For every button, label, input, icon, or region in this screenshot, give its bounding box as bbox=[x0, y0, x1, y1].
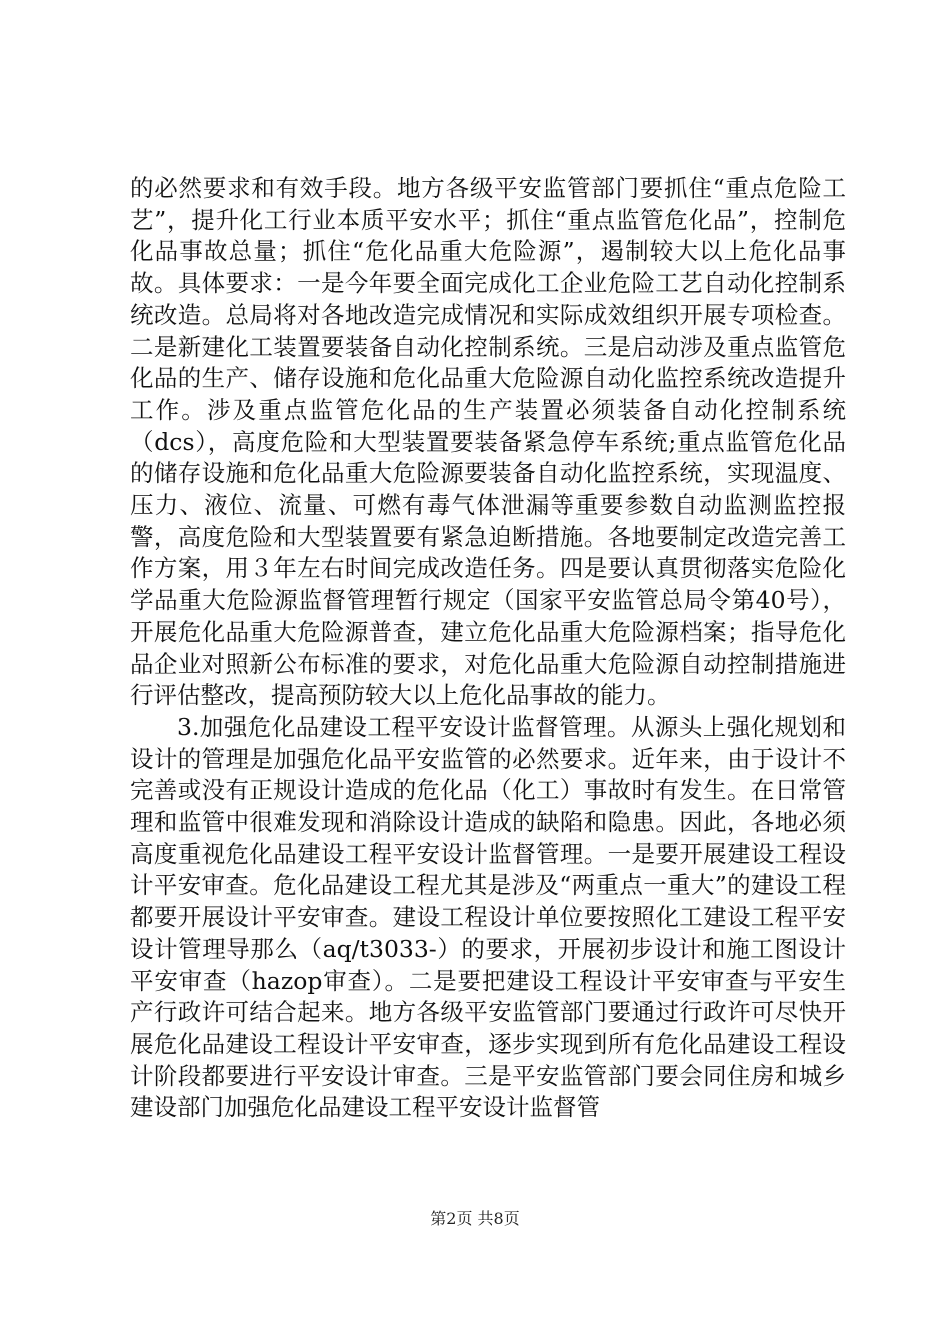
page-footer: 第2页 共8页 bbox=[430, 1209, 520, 1228]
document-body bbox=[130, 173, 846, 1124]
paragraph-section-3: 3.加强危化品建设工程平安设计监督管理。从源头上强化规划和设计的管理是加强危化品平安监管的必然要求。近年来，由于设计不完善或没有正规设计造成的危化品（化工）事故时有发生。在日常管理和监管中很难发现和消除设计造成的缺陷和隐患。因此，各地必须高度重视危化品建设工程平安设计监督管理。一是要开展建设工程设计平安审查。危化品建设工程尤其是涉及“两重点一重大”的建设工程都要开展设计平安审查。建设工程设计单位要按照化工建设工程平安设计管理导那么（aq/t3033-）的要求，开展初步设计和施工图设计平安审查（hazop审查）。二是要把建设工程设计平安审查与平安生产行政许可结合起来。地方各级平安监管部门要通过行政许可尽快开展危化品建设工程设计平安审查，逐步实现到所有危化品建设工程设计阶段都要进行平安设计审查。三是平安监管部门要会同住房和城乡建设部门加强危化品建设工程平安设计监督管 bbox=[130, 712, 846, 1122]
paragraph-continued: 的必然要求和有效手段。地方各级平安监管部门要抓住“重点危险工艺”，提升化工行业本质平安水平；抓住“重点监管危化品”，控制危化品事故总量；抓住“危化品重大危险源”，遏制较大以上危化品事故。具体要求：一是今年要全面完成化工企业危险工艺自动化控制系统改造。总局将对各地改造完成情况和实际成效组织开展专项检查。二是新建化工装置要装备自动化控制系统。三是启动涉及重点监管危化品的生产、储存设施和危化品重大危险源自动化监控系统改造提升工作。涉及重点监管危化品的生产装置必须装备自动化控制系统（dcs），高度危险和大型装置要装备紧急停车系统;重点监管危化品的储存设施和危化品重大危险源要装备自动化监控系统，实现温度、压力、液位、流量、可燃有毒气体泄漏等重要参数自动监测监控报警，高度危险和大型装置要有紧急迫断措施。各地要制定改造完善工作方案，用３年左右时间完成改造任务。四是要认真贯彻落实危险化学品重大危险源监督管理暂行规定（国家平安监管总局令第40号），开展危化品重大危险源普查，建立危化品重大危险源档案；指导危化品企业对照新公布标准的要求，对危化品重大危险源自动控制措施进行评估整改，提高预防较大以上危化品事故的能力。 bbox=[130, 174, 846, 710]
